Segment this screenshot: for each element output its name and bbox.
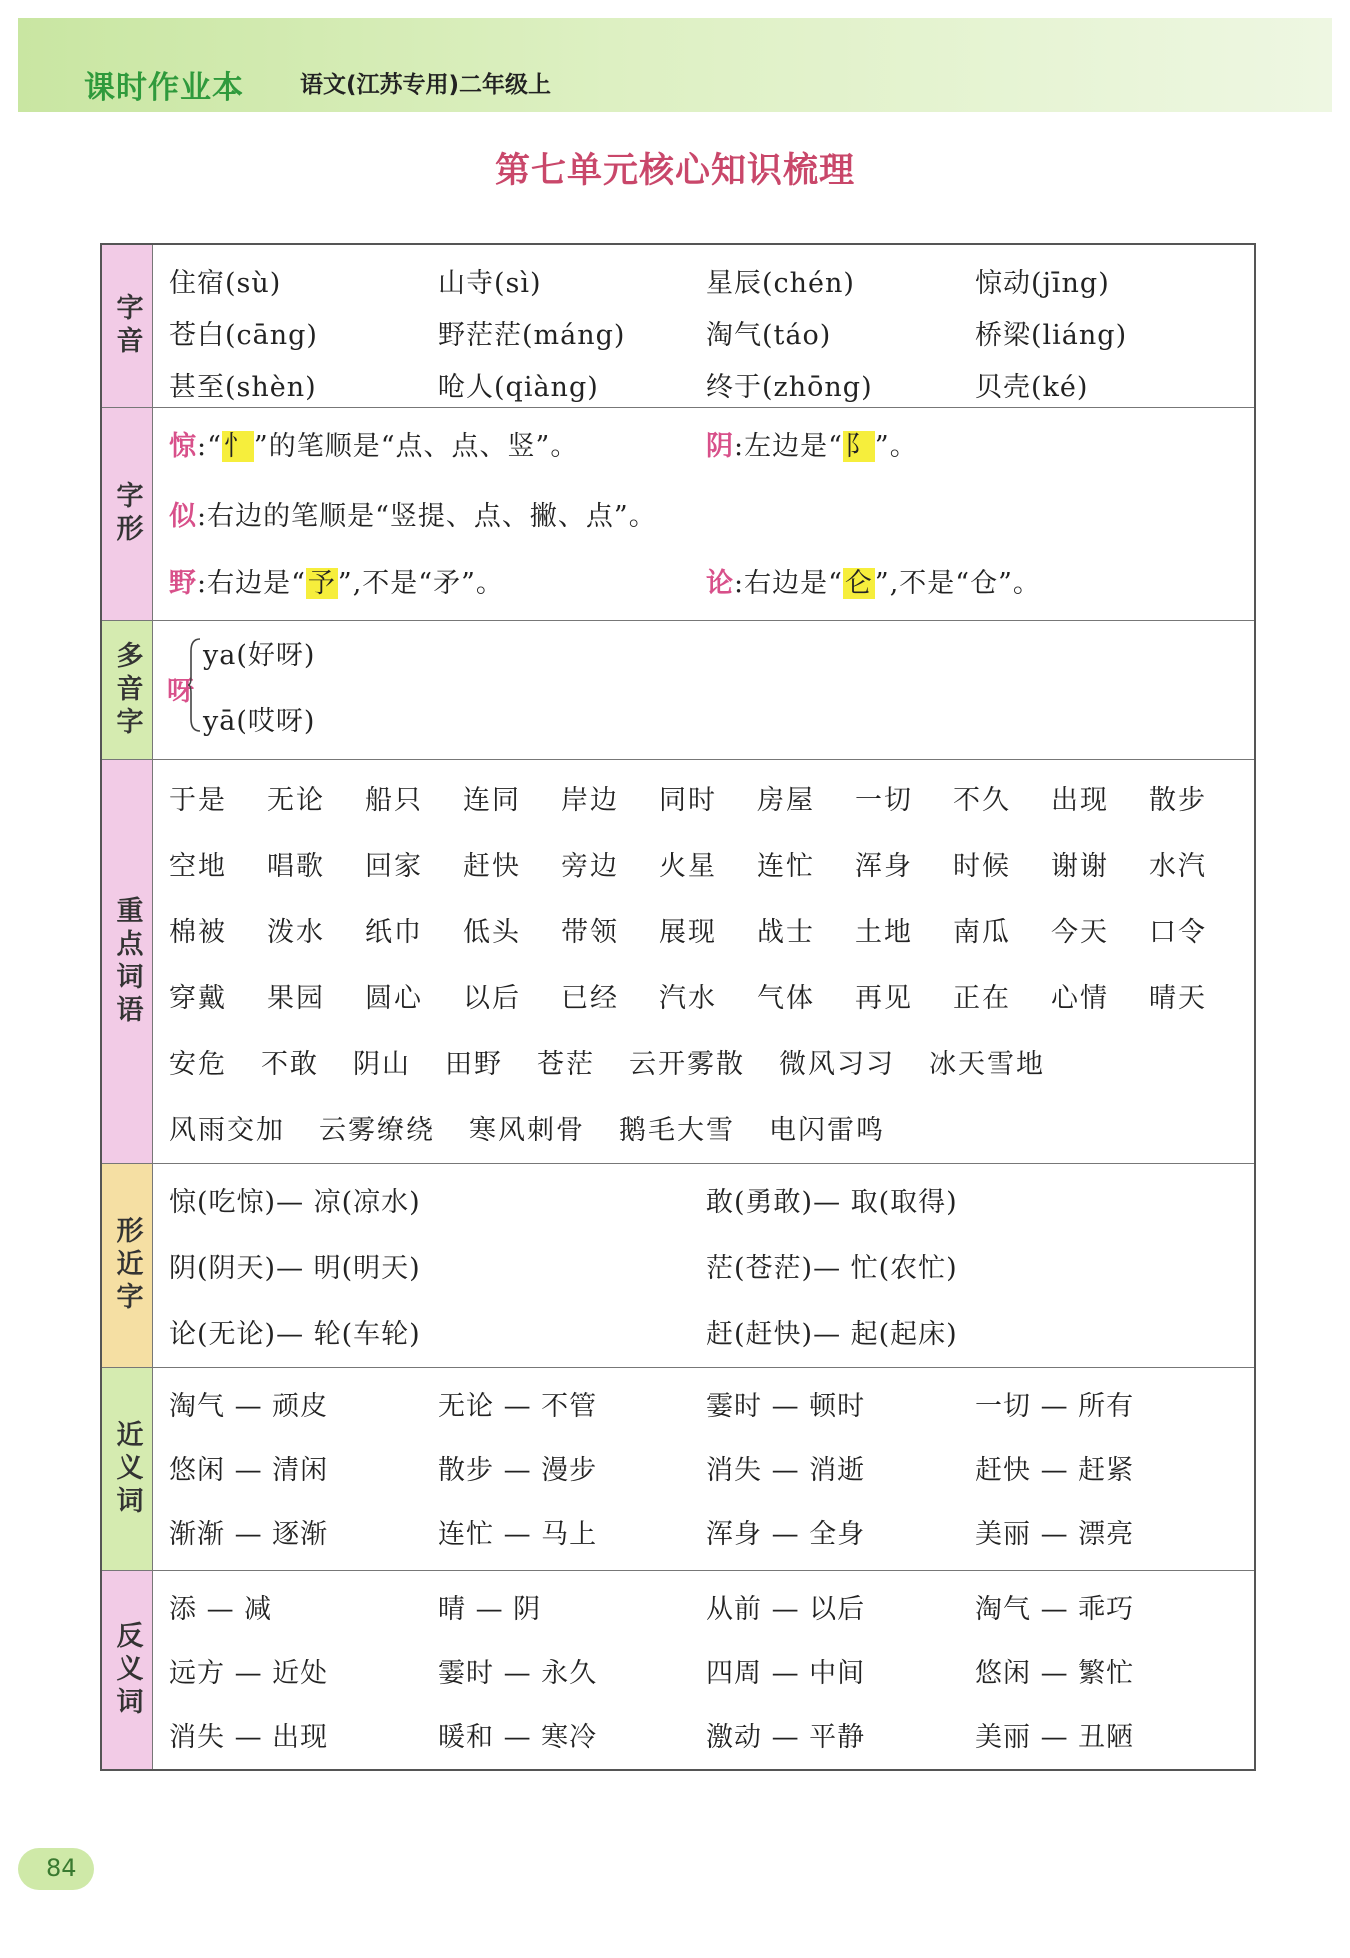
word-item: 再见 <box>855 983 913 1014</box>
word-item: 唱歌 <box>267 851 325 882</box>
pinyin-item: 淘气(táo) <box>706 320 832 351</box>
word-item: 已经 <box>561 983 619 1014</box>
word-item: 岸边 <box>561 785 619 816</box>
word-item: 气体 <box>757 983 815 1014</box>
antonym-pair: 霎时 — 永久 <box>438 1658 598 1689</box>
synonym-pair: 渐渐 — 逐渐 <box>169 1519 329 1550</box>
word-item: 汽水 <box>659 983 717 1014</box>
synonym-pair: 散步 — 漫步 <box>438 1455 598 1486</box>
antonym-pair: 添 — 减 <box>169 1594 273 1625</box>
antonym-pair: 晴 — 阴 <box>438 1594 542 1625</box>
synonym-pair: 霎时 — 顿时 <box>706 1391 866 1422</box>
synonym-pair: 淘气 — 顽皮 <box>169 1391 329 1422</box>
similar-char-pair: 敢(勇敢)— 取(取得) <box>706 1187 958 1218</box>
section-label: 多音字 <box>102 621 153 759</box>
polyphone-char: 呀 <box>167 676 195 707</box>
word-row <box>169 910 1247 949</box>
fanyici-content <box>153 1571 1254 1769</box>
word-item: 冰天雪地 <box>929 1049 1045 1080</box>
word-item: 连同 <box>463 785 521 816</box>
word-item: 不久 <box>953 785 1011 816</box>
section-label: 近义词 <box>102 1368 153 1570</box>
word-item: 风雨交加 <box>169 1115 285 1146</box>
antonym-pair: 激动 — 平静 <box>706 1722 866 1753</box>
word-item: 房屋 <box>757 785 815 816</box>
word-item: 赶快 <box>463 851 521 882</box>
page-title: 第七单元核心知识梳理 <box>494 151 855 191</box>
synonym-pair: 美丽 — 漂亮 <box>975 1519 1135 1550</box>
pinyin-item: 桥梁(liáng) <box>975 320 1128 351</box>
pinyin-item: 呛人(qiàng) <box>438 372 599 403</box>
word-item: 田野 <box>445 1049 503 1080</box>
stroke-note: 论:右边是“仑”,不是“仓”。 <box>706 568 1041 599</box>
brand-title: 课时作业本 <box>84 70 244 106</box>
word-item: 云开雾散 <box>629 1049 745 1080</box>
jinyici-content <box>153 1368 1254 1570</box>
word-item: 安危 <box>169 1049 227 1080</box>
section-label: 字形 <box>102 408 153 620</box>
word-item: 土地 <box>855 917 913 948</box>
antonym-pair: 四周 — 中间 <box>706 1658 866 1689</box>
synonym-pair: 浑身 — 全身 <box>706 1519 866 1550</box>
synonym-pair: 赶快 — 赶紧 <box>975 1455 1135 1486</box>
similar-char-pair: 阴(阴天)— 明(明天) <box>169 1253 421 1284</box>
word-item: 口令 <box>1149 917 1207 948</box>
word-item: 圆心 <box>365 983 423 1014</box>
similar-char-pair: 论(无论)— 轮(车轮) <box>169 1319 421 1350</box>
word-item: 于是 <box>169 785 227 816</box>
antonym-pair: 悠闲 — 繁忙 <box>975 1658 1135 1689</box>
word-item: 果园 <box>267 983 325 1014</box>
pinyin-item: 星辰(chén) <box>706 268 855 299</box>
word-item: 带领 <box>561 917 619 948</box>
section-zixing <box>102 408 1254 621</box>
word-item: 浑身 <box>855 851 913 882</box>
ziyin-content <box>153 245 1254 407</box>
pinyin-item: 终于(zhōng) <box>706 372 873 403</box>
word-item: 谢谢 <box>1051 851 1109 882</box>
word-item: 微风习习 <box>779 1049 895 1080</box>
synonym-pair: 无论 — 不管 <box>438 1391 598 1422</box>
word-item: 无论 <box>267 785 325 816</box>
word-item: 寒风刺骨 <box>469 1115 585 1146</box>
pinyin-item: 贝壳(ké) <box>975 372 1089 403</box>
section-ziyin <box>102 245 1254 408</box>
word-item: 空地 <box>169 851 227 882</box>
pinyin-item: 甚至(shèn) <box>169 372 317 403</box>
antonym-pair: 从前 — 以后 <box>706 1594 866 1625</box>
antonym-pair: 淘气 — 乖巧 <box>975 1594 1135 1625</box>
word-item: 展现 <box>659 917 717 948</box>
word-item: 阴山 <box>353 1049 411 1080</box>
section-label: 重点词语 <box>102 760 153 1163</box>
word-item: 晴天 <box>1149 983 1207 1014</box>
word-item: 南瓜 <box>953 917 1011 948</box>
word-row <box>169 1108 919 1147</box>
word-item: 连忙 <box>757 851 815 882</box>
word-item: 散步 <box>1149 785 1207 816</box>
knowledge-table <box>100 243 1256 1771</box>
word-item: 船只 <box>365 785 423 816</box>
synonym-pair: 消失 — 消逝 <box>706 1455 866 1486</box>
section-jinyici <box>102 1368 1254 1571</box>
zhongdian-content <box>153 760 1254 1163</box>
word-item: 一切 <box>855 785 913 816</box>
section-fanyici <box>102 1571 1254 1769</box>
word-item: 棉被 <box>169 917 227 948</box>
pinyin-item: 住宿(sù) <box>169 268 282 299</box>
pinyin-item: 山寺(sì) <box>438 268 542 299</box>
stroke-note: 似:右边的笔顺是“竖提、点、撇、点”。 <box>169 501 657 532</box>
stroke-note: 惊:“忄”的笔顺是“点、点、竖”。 <box>169 431 579 462</box>
section-label: 反义词 <box>102 1571 153 1769</box>
xingjinzi-content <box>153 1164 1254 1367</box>
book-subtitle: 语文(江苏专用)二年级上 <box>300 72 552 98</box>
stroke-note: 野:右边是“予”,不是“矛”。 <box>169 568 504 599</box>
word-item: 不敢 <box>261 1049 319 1080</box>
section-duoyinzi <box>102 621 1254 760</box>
word-item: 同时 <box>659 785 717 816</box>
word-item: 以后 <box>463 983 521 1014</box>
polyphone-reading: yā(哎呀) <box>203 706 316 737</box>
similar-char-pair: 茫(苍茫)— 忙(农忙) <box>706 1253 958 1284</box>
word-row <box>169 844 1247 883</box>
similar-char-pair: 赶(赶快)— 起(起床) <box>706 1319 958 1350</box>
pinyin-item: 苍白(cāng) <box>169 320 318 351</box>
word-item: 纸巾 <box>365 917 423 948</box>
section-xingjinzi <box>102 1164 1254 1368</box>
word-item: 泼水 <box>267 917 325 948</box>
word-item: 出现 <box>1051 785 1109 816</box>
word-item: 穿戴 <box>169 983 227 1014</box>
section-zhongdian <box>102 760 1254 1164</box>
synonym-pair: 连忙 — 马上 <box>438 1519 598 1550</box>
antonym-pair: 美丽 — 丑陋 <box>975 1722 1135 1753</box>
polyphone-reading: ya(好呀) <box>203 640 316 671</box>
word-item: 电闪雷鸣 <box>769 1115 885 1146</box>
pinyin-item: 惊动(jīng) <box>975 268 1110 299</box>
word-item: 水汽 <box>1149 851 1207 882</box>
word-item: 低头 <box>463 917 521 948</box>
page-number: 84 <box>18 1848 94 1890</box>
pinyin-item: 野茫茫(máng) <box>438 320 626 351</box>
word-item: 正在 <box>953 983 1011 1014</box>
section-label: 形近字 <box>102 1164 153 1367</box>
synonym-pair: 一切 — 所有 <box>975 1391 1135 1422</box>
word-item: 回家 <box>365 851 423 882</box>
word-item: 火星 <box>659 851 717 882</box>
word-item: 战士 <box>757 917 815 948</box>
word-item: 今天 <box>1051 917 1109 948</box>
similar-char-pair: 惊(吃惊)— 凉(凉水) <box>169 1187 421 1218</box>
word-row <box>169 778 1247 817</box>
word-row <box>169 976 1247 1015</box>
word-item: 鹅毛大雪 <box>619 1115 735 1146</box>
antonym-pair: 远方 — 近处 <box>169 1658 329 1689</box>
antonym-pair: 消失 — 出现 <box>169 1722 329 1753</box>
word-item: 时候 <box>953 851 1011 882</box>
brace-icon <box>187 637 201 733</box>
duoyinzi-content <box>153 621 1254 759</box>
stroke-note: 阴:左边是“阝”。 <box>706 431 918 462</box>
word-item: 心情 <box>1051 983 1109 1014</box>
synonym-pair: 悠闲 — 清闲 <box>169 1455 329 1486</box>
word-row <box>169 1042 1079 1081</box>
word-item: 旁边 <box>561 851 619 882</box>
word-item: 苍茫 <box>537 1049 595 1080</box>
word-item: 云雾缭绕 <box>319 1115 435 1146</box>
antonym-pair: 暖和 — 寒冷 <box>438 1722 598 1753</box>
section-label: 字音 <box>102 245 153 407</box>
zixing-content <box>153 408 1254 620</box>
